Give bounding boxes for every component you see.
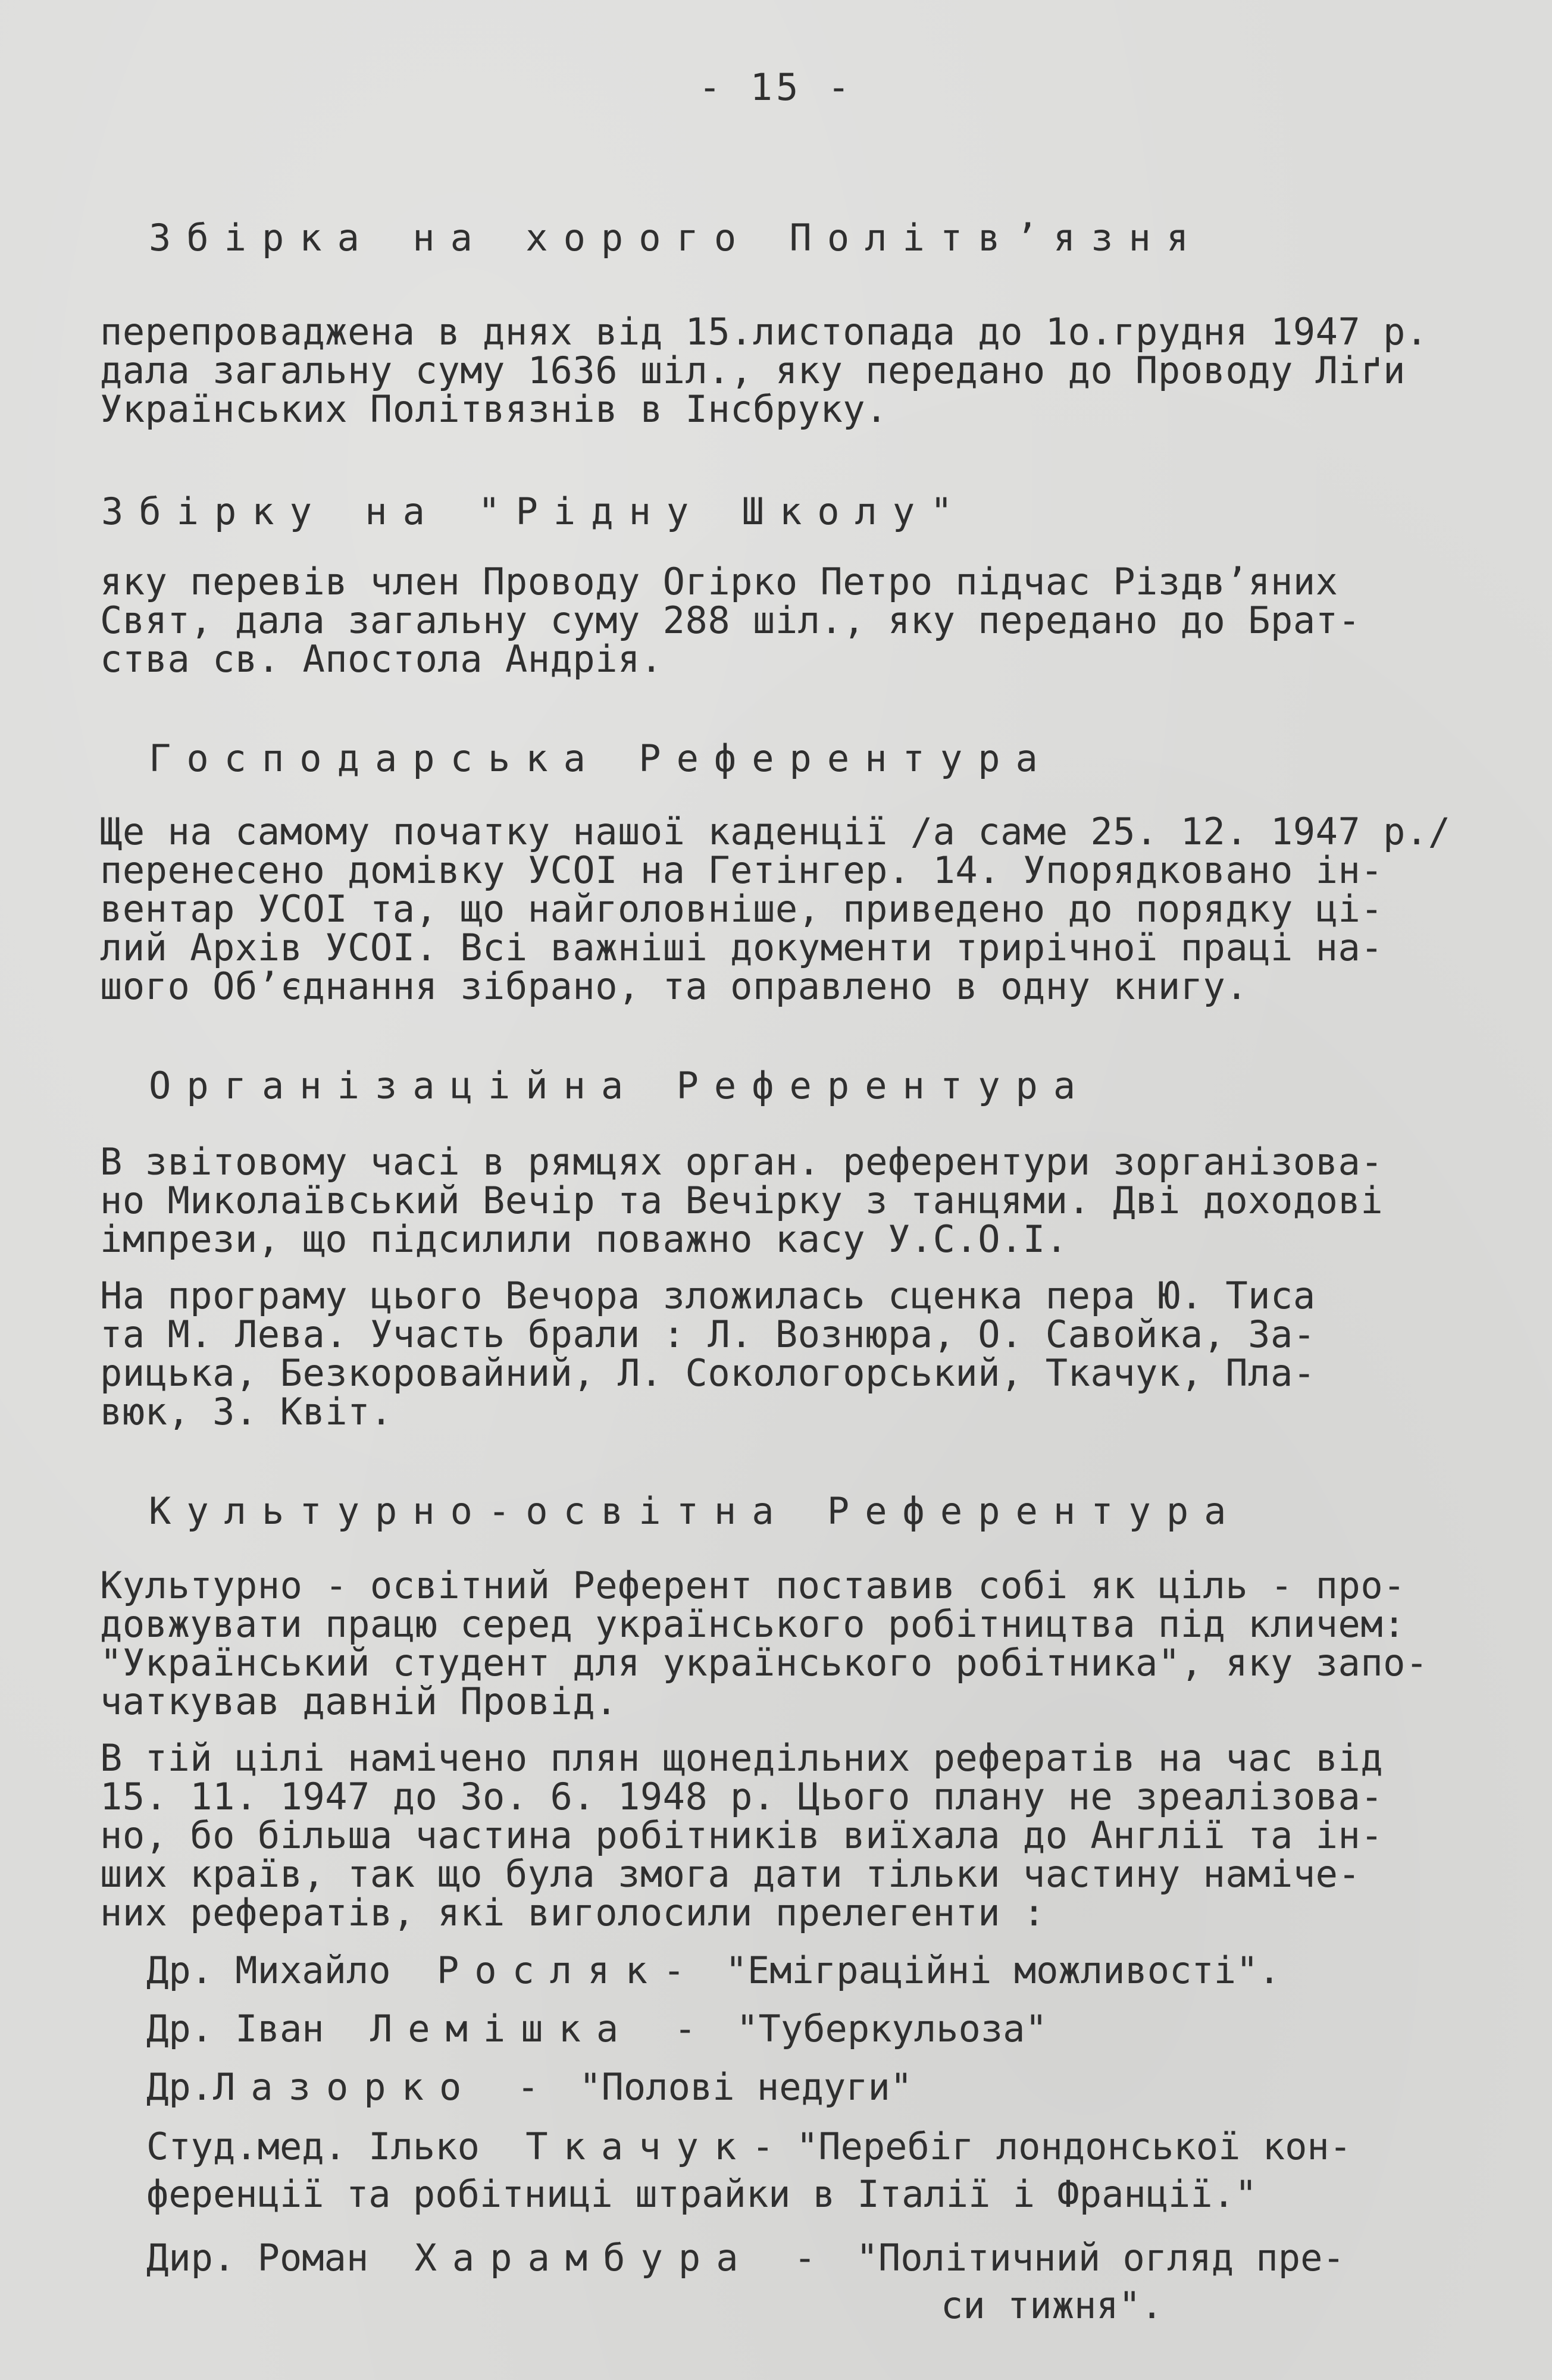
text-line: В тій цілі намічено плян щонедільних рефератів на час від bbox=[100, 1736, 1384, 1780]
lecture-topic: "Туберкульоза" bbox=[736, 2007, 1047, 2050]
text-line: рицька, Безкоровайний, Л. Сокологорський, Ткачук, Пла- bbox=[100, 1351, 1316, 1395]
text-line: вюк, З. Квіт. bbox=[100, 1390, 393, 1433]
text-line: та М. Лева. Участь брали : Л. Вознюра, О. Савойка, За- bbox=[100, 1313, 1316, 1356]
lecture-item bbox=[146, 1947, 1281, 1994]
text-line: Ще на самому початку нашої каденції /а саме 25. 12. 1947 р./ bbox=[100, 810, 1451, 853]
paragraph-cultural-2 bbox=[100, 1736, 1469, 1934]
text-line: Свят, дала загальну суму 288 шіл., яку передано до Брат- bbox=[100, 599, 1361, 642]
lecture-topic: "Еміграційні можливості". bbox=[725, 1949, 1281, 1992]
lecture-item bbox=[146, 2005, 1047, 2053]
lecture-item bbox=[146, 2234, 1345, 2329]
lecturer-prefix: Др. bbox=[146, 2065, 213, 2109]
lecture-dash: - bbox=[517, 2065, 539, 2109]
text-line: чаткував давній Провід. bbox=[100, 1680, 618, 1723]
lecturer-prefix: Др. Іван bbox=[146, 2007, 324, 2050]
lecturer-surname: Лемішка bbox=[370, 2007, 634, 2050]
text-line: 15. 11. 1947 до Зо. 6. 1948 р. Цього плану не зреалізова- bbox=[100, 1775, 1384, 1818]
lecturer-prefix: Дир. Роман bbox=[146, 2236, 369, 2279]
lecture-topic: "Перебіг лондонської кон- bbox=[796, 2125, 1352, 2168]
lecturer-surname: Харамбура bbox=[414, 2236, 754, 2279]
text-line: лий Архів УСОІ. Всі важніші документи трирічної праці на- bbox=[100, 926, 1384, 969]
text-line: дала загальну суму 1636 шіл., яку передано до Проводу Ліґи bbox=[100, 349, 1406, 392]
lecture-topic: "Полові недуги" bbox=[579, 2065, 913, 2109]
paragraph-economic bbox=[100, 812, 1469, 1006]
page-number: - 15 - bbox=[699, 65, 853, 109]
paragraph-ridna-shkola bbox=[100, 560, 1469, 681]
text-line: "Український студент для українського робітника", яку запо- bbox=[100, 1641, 1428, 1684]
paragraph-organizational-2 bbox=[100, 1276, 1469, 1431]
text-line: них рефератів, які виголосили прелегенти : bbox=[100, 1891, 1046, 1934]
text-line: перепроваджена в днях від 15.листопада до 1о.грудня 1947 р. bbox=[100, 310, 1428, 353]
lecture-item bbox=[146, 2063, 912, 2111]
text-line: імпрези, що підсилили поважно касу У.С.О.І. bbox=[100, 1217, 1068, 1261]
text-line: вентар УСОІ та, що найголовніше, приведено до порядку ці- bbox=[100, 887, 1384, 931]
text-line: шого Об’єднання зібрано, та оправлено в одну книгу. bbox=[100, 964, 1249, 1008]
lecturer-surname: Росляк bbox=[436, 1949, 663, 1992]
lecture-item bbox=[146, 2123, 1351, 2218]
heading-organizational: Організаційна Референтура bbox=[149, 1064, 1091, 1107]
lecture-dash: - bbox=[662, 1949, 686, 1992]
text-line: На програму цього Вечора зложилась сценка пера Ю. Тиса bbox=[100, 1274, 1316, 1317]
text-line: перенесено домівку УСОІ на Гетінгер. 14. Упорядковано ін- bbox=[100, 848, 1384, 892]
heading-political-prisoner: Збірка на хорого Політв’язня bbox=[149, 216, 1204, 259]
text-line: ства св. Апостола Андрія. bbox=[100, 637, 663, 681]
paragraph-political-prisoner bbox=[100, 310, 1469, 431]
text-line: яку перевів член Проводу Огірко Петро підчас Різдв’яних bbox=[100, 560, 1338, 603]
lecture-dash: - bbox=[674, 2007, 696, 2050]
heading-cultural: Культурно-освітна Референтура bbox=[149, 1489, 1242, 1533]
lecture-topic: "Політичний огляд пре- bbox=[856, 2236, 1345, 2279]
lecture-dash: - bbox=[752, 2125, 774, 2168]
text-line: но Миколаївський Вечір та Вечірку з танцями. Дві доходові bbox=[100, 1179, 1384, 1222]
lecture-topic-continuation: ференції та робітниці штрайки в Італії і Франції." bbox=[146, 2172, 1257, 2216]
text-line: В звітовому часі в рямцях орган. референтури зорганізова- bbox=[100, 1140, 1384, 1183]
heading-economic: Господарська Референтура bbox=[149, 737, 1053, 780]
lecturer-surname: Лазорко bbox=[212, 2065, 477, 2109]
paragraph-cultural-1 bbox=[100, 1566, 1469, 1721]
text-line: ших країв, так що була змога дати тільки частину наміче- bbox=[100, 1852, 1361, 1896]
heading-ridna-shkola: Збірку на "Рідну Школу" bbox=[101, 490, 968, 533]
paragraph-organizational-1 bbox=[100, 1140, 1469, 1261]
text-line: довжувати працю серед українського робітництва під кличем: bbox=[100, 1602, 1406, 1646]
lecturer-surname: Ткачук bbox=[525, 2125, 752, 2168]
lecture-topic-continuation: си тижня". bbox=[941, 2284, 1163, 2327]
text-line: но, бо більша частина робітників виїхала до Англії та ін- bbox=[100, 1814, 1384, 1857]
lecturer-prefix: Студ.мед. Ілько bbox=[146, 2125, 480, 2168]
text-line: Культурно - освітний Референт поставив собі як ціль - про- bbox=[100, 1564, 1406, 1607]
text-line: Українських Політвязнів в Інсбруку. bbox=[100, 387, 888, 431]
lecture-dash: - bbox=[793, 2236, 816, 2279]
lecturer-prefix: Др. Михайло bbox=[146, 1949, 391, 1992]
